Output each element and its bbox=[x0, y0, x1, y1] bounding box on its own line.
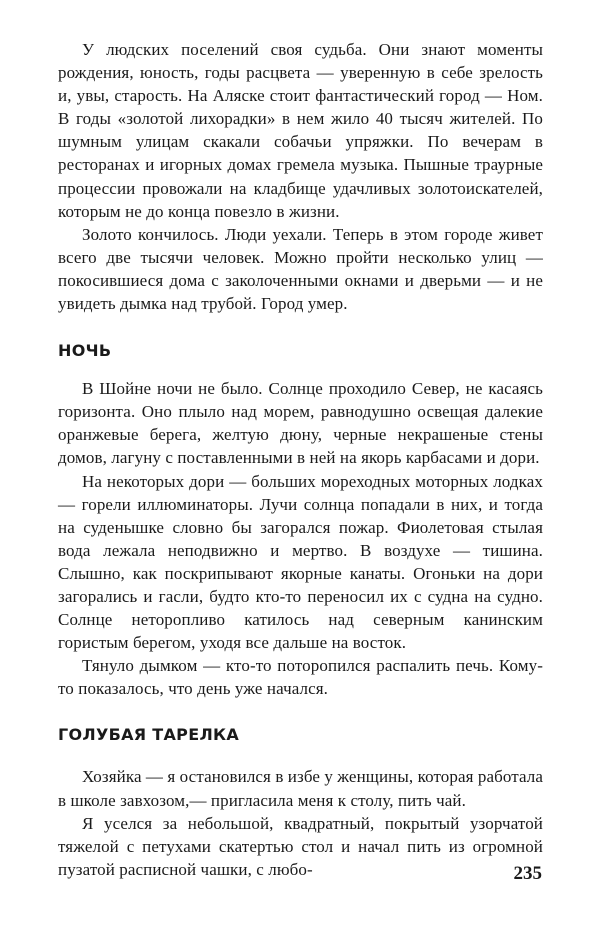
section-heading-noch: НОЧЬ bbox=[58, 341, 112, 361]
paragraph-tarelka-1: Хозяйка — я остановился в избе у женщины, которая работала в школе завхозом,— пригласила меня к столу, пить чай. bbox=[58, 767, 543, 810]
page-number: 235 bbox=[513, 863, 542, 884]
paragraph-noch-3: Тянуло дымком — кто-то поторопился распалить печь. Кому-то показалось, что день уже начался. bbox=[58, 656, 543, 699]
book-page bbox=[58, 38, 543, 881]
paragraph-noch-1: В Шойне ночи не было. Солнце проходило Север, не касаясь горизонта. Оно плыло над морем, равнодушно освещая далекие оранжевые берега, желтую дюну, черные некрашеные стены домов, лагуну с поставленными в ней на якорь карбасами и дори. bbox=[58, 379, 543, 468]
section-heading-tarelka: ГОЛУБАЯ ТАРЕЛКА bbox=[58, 725, 240, 745]
paragraph-intro-1: У людских поселений своя судьба. Они знают моменты рождения, юность, годы расцвета — уверенную в себе зрелость и, увы, старость. На Аляске стоит фантастический город — Ном. В годы «золотой лихорадки» в нем жило 40 тысяч жителей. По шумным улицам скакали собачьи упряжки. По вечерам в ресторанах и игорных домах гремела музыка. Пышные траурные процессии провожали на кладбище удачливых золотоискателей, которым не до конца повезло в жизни. bbox=[58, 40, 543, 221]
paragraph-noch-2: На некоторых дори — больших мореходных моторных лодках — горели иллюминаторы. Лучи солнца попадали в них, и тогда на суденышке словно бы загорался пожар. Фиолетовая стылая вода лежала неподвижно и мертво. В воздухе — тишина. Слышно, как поскрипывают якорные канаты. Огоньки на дори загорались и гасли, будто кто-то переносил их с судна на судно. Солнце неторопливо катилось над северным канинским гористым берегом, уходя все дальше на восток. bbox=[58, 471, 543, 653]
paragraph-intro-2: Золото кончилось. Люди уехали. Теперь в этом городе живет всего две тысячи человек. Можно пройти несколько улиц — покосившиеся дома с заколоченными окнами и дверьми — и не увидеть дымка над трубой. Город умер. bbox=[58, 224, 543, 314]
paragraph-tarelka-2: Я уселся за небольшой, квадратный, покрытый узорчатой тяжелой с петухами скатертью стол и начал пить из огромной пузатой расписной чашки, с любо- bbox=[58, 813, 543, 879]
